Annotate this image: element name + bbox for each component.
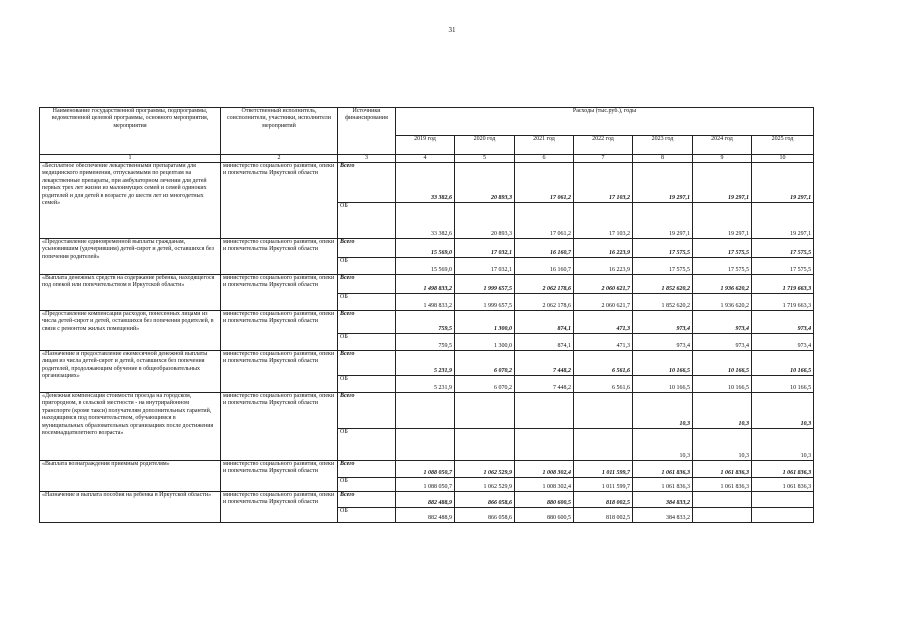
- value-ob: 866 058,6: [455, 508, 515, 523]
- value-total: 20 893,3: [455, 163, 515, 203]
- column-number: 1: [40, 155, 221, 163]
- executor: министерство социального развития, опеки и попечительства Иркутской области: [221, 275, 338, 311]
- value-ob: 15 569,0: [396, 258, 455, 275]
- table-row: [40, 461, 814, 478]
- value-total: 866 058,6: [455, 492, 515, 508]
- column-number: 4: [396, 155, 455, 163]
- header-name: Наименование государственной программы, подпрограммы, ведомственной целевой программы, основного мероприятия, мероприятия: [40, 108, 221, 155]
- table-row: [40, 239, 814, 258]
- value-ob: 10 166,5: [752, 376, 814, 393]
- value-ob: 10,3: [633, 429, 693, 461]
- value-ob: 2 062 178,6: [515, 294, 574, 311]
- column-number: 2: [221, 155, 338, 163]
- value-ob: 10 166,5: [693, 376, 752, 393]
- value-total: [396, 393, 455, 429]
- value-total: 17 575,5: [752, 239, 814, 258]
- value-ob: 20 893,3: [455, 203, 515, 239]
- value-total: 10,3: [752, 393, 814, 429]
- value-ob: 19 297,1: [633, 203, 693, 239]
- value-ob: 10,3: [693, 429, 752, 461]
- value-total: 6 561,6: [574, 351, 633, 376]
- value-total: 1 008 302,4: [515, 461, 574, 478]
- value-total: 2 060 621,7: [574, 275, 633, 294]
- value-ob: 10,3: [752, 429, 814, 461]
- table-row: [40, 163, 814, 203]
- value-ob: 818 002,5: [574, 508, 633, 523]
- value-ob: 759,5: [396, 334, 455, 351]
- value-ob: 16 223,9: [574, 258, 633, 275]
- source-total: Всего: [338, 492, 396, 508]
- value-total: 15 569,0: [396, 239, 455, 258]
- value-ob: 1 061 836,3: [752, 478, 814, 492]
- value-total: 16 223,9: [574, 239, 633, 258]
- value-ob: 5 231,9: [396, 376, 455, 393]
- value-total: 818 002,5: [574, 492, 633, 508]
- value-total: 1 852 620,2: [633, 275, 693, 294]
- table-row: [40, 351, 814, 376]
- source-ob: ОБ: [338, 258, 396, 275]
- value-ob: 973,4: [693, 334, 752, 351]
- value-ob: 17 103,2: [574, 203, 633, 239]
- value-total: 1 062 529,9: [455, 461, 515, 478]
- value-ob: 1 999 657,5: [455, 294, 515, 311]
- column-number: 3: [338, 155, 396, 163]
- value-ob: [752, 508, 814, 523]
- source-ob: ОБ: [338, 203, 396, 239]
- column-number: 6: [515, 155, 574, 163]
- column-number: 9: [693, 155, 752, 163]
- value-total: 1 061 836,3: [693, 461, 752, 478]
- value-total: 7 448,2: [515, 351, 574, 376]
- value-total: 33 382,6: [396, 163, 455, 203]
- source-total: Всего: [338, 351, 396, 376]
- value-ob: 384 833,2: [633, 508, 693, 523]
- source-total: Всего: [338, 311, 396, 334]
- value-ob: 17 575,5: [693, 258, 752, 275]
- value-ob: 874,1: [515, 334, 574, 351]
- value-total: 1 061 836,3: [752, 461, 814, 478]
- value-total: 17 575,5: [633, 239, 693, 258]
- header-year: 2022 год: [574, 136, 633, 155]
- value-total: 2 062 178,6: [515, 275, 574, 294]
- executor: министерство социального развития, опеки и попечительства Иркутской области: [221, 461, 338, 492]
- value-total: 16 160,7: [515, 239, 574, 258]
- value-total: 10 166,5: [752, 351, 814, 376]
- value-total: [693, 492, 752, 508]
- activity-name: «Назначение и предоставление ежемесячной денежной выплаты лицам из числа детей-сирот и детей, оставшихся без попечения родителей, продолжающим обучение в общеобразовательных организациях»: [40, 351, 221, 393]
- value-total: 6 070,2: [455, 351, 515, 376]
- executor: министерство социального развития, опеки и попечительства Иркутской области: [221, 492, 338, 523]
- value-total: 10 166,5: [633, 351, 693, 376]
- source-ob: ОБ: [338, 478, 396, 492]
- value-total: 973,4: [752, 311, 814, 334]
- activity-name: «Бесплатное обеспечение лекарственными препаратами для медицинского применения, отпускаемыми по рецептам на лекарственные препараты, при амбулаторном лечении для детей первых трех лет жизни из малоимущих семей и семей одиноких родителей и для детей в возрасте до шести лет из многодетных семей»: [40, 163, 221, 239]
- value-ob: 471,3: [574, 334, 633, 351]
- value-total: 17 103,2: [574, 163, 633, 203]
- value-ob: 1 498 833,2: [396, 294, 455, 311]
- value-ob: 1 300,0: [455, 334, 515, 351]
- value-ob: 17 061,2: [515, 203, 574, 239]
- value-total: 1 011 599,7: [574, 461, 633, 478]
- value-total: 759,5: [396, 311, 455, 334]
- executor: министерство социального развития, опеки и попечительства Иркутской области: [221, 311, 338, 351]
- value-ob: 17 032,1: [455, 258, 515, 275]
- value-total: 1 999 657,5: [455, 275, 515, 294]
- source-total: Всего: [338, 163, 396, 203]
- value-total: [455, 393, 515, 429]
- value-ob: 17 575,5: [633, 258, 693, 275]
- header-year: 2024 год: [693, 136, 752, 155]
- table-row: [40, 275, 814, 294]
- value-total: 1 719 663,3: [752, 275, 814, 294]
- value-ob: 1 011 599,7: [574, 478, 633, 492]
- source-total: Всего: [338, 275, 396, 294]
- value-total: 874,1: [515, 311, 574, 334]
- header-executor: Ответственный исполнитель, соисполнители, участники, исполнители мероприятий: [221, 108, 338, 155]
- value-ob: 1 719 663,3: [752, 294, 814, 311]
- value-total: 17 061,2: [515, 163, 574, 203]
- value-ob: 1 062 529,9: [455, 478, 515, 492]
- executor: министерство социального развития, опеки и попечительства Иркутской области: [221, 393, 338, 461]
- value-ob: [455, 429, 515, 461]
- value-total: [752, 492, 814, 508]
- table-row: [40, 492, 814, 508]
- value-total: 1 300,0: [455, 311, 515, 334]
- value-ob: 1 852 620,2: [633, 294, 693, 311]
- value-ob: 880 600,5: [515, 508, 574, 523]
- header-source: Источники финансирования: [338, 108, 396, 155]
- header-year: 2023 год: [633, 136, 693, 155]
- source-total: Всего: [338, 461, 396, 478]
- value-ob: 973,4: [633, 334, 693, 351]
- value-total: 1 936 620,2: [693, 275, 752, 294]
- value-total: 17 032,1: [455, 239, 515, 258]
- value-total: 471,3: [574, 311, 633, 334]
- header-year: 2021 год: [515, 136, 574, 155]
- activity-name: «Выплата вознаграждения приемным родителям»: [40, 461, 221, 492]
- value-total: 973,4: [693, 311, 752, 334]
- source-ob: ОБ: [338, 429, 396, 461]
- value-total: 1 088 050,7: [396, 461, 455, 478]
- value-total: [515, 393, 574, 429]
- value-ob: 6 070,2: [455, 376, 515, 393]
- value-ob: 2 060 621,7: [574, 294, 633, 311]
- value-ob: 33 382,6: [396, 203, 455, 239]
- executor: министерство социального развития, опеки и попечительства Иркутской области: [221, 239, 338, 275]
- value-total: 19 297,1: [693, 163, 752, 203]
- value-ob: [693, 508, 752, 523]
- value-ob: 6 561,6: [574, 376, 633, 393]
- activity-name: «Предоставление единовременной выплаты гражданам, усыновившим (удочерившим) детей-сирот и детей, оставшихся без попечения родителей»: [40, 239, 221, 275]
- table-row: [40, 311, 814, 334]
- value-total: 880 600,5: [515, 492, 574, 508]
- source-total: Всего: [338, 239, 396, 258]
- column-number: 7: [574, 155, 633, 163]
- value-total: 10 166,5: [693, 351, 752, 376]
- activity-name: «Предоставление компенсации расходов, понесенных лицами из числа детей-сирот и детей, оставшихся без попечения родителей, в связи с ремонтом жилых помещений»: [40, 311, 221, 351]
- header-year: 2020 год: [455, 136, 515, 155]
- value-ob: [574, 429, 633, 461]
- executor: министерство социального развития, опеки и попечительства Иркутской области: [221, 163, 338, 239]
- column-number: 10: [752, 155, 814, 163]
- value-ob: 1 088 050,7: [396, 478, 455, 492]
- activity-name: «Назначение и выплата пособия на ребенка в Иркутской области»: [40, 492, 221, 523]
- value-ob: 973,4: [752, 334, 814, 351]
- source-ob: ОБ: [338, 294, 396, 311]
- value-total: 882 488,9: [396, 492, 455, 508]
- value-ob: 1 061 836,3: [633, 478, 693, 492]
- activity-name: «Выплата денежных средств на содержание ребенка, находящегося под опекой или попечительством в Иркутской области»: [40, 275, 221, 311]
- value-total: 5 231,9: [396, 351, 455, 376]
- value-total: 384 833,2: [633, 492, 693, 508]
- value-ob: 16 160,7: [515, 258, 574, 275]
- activity-name: «Денежная компенсация стоимости проезда на городском, пригородном, в сельской местности - на внутрирайонном транспорте (кроме такси) получателям дополнительных гарантий, находящимся под попечительством, обучающимся в муниципальных образовательных организациях после достижения восемнадцатилетнего возраста»: [40, 393, 221, 461]
- value-ob: [515, 429, 574, 461]
- value-ob: 7 448,2: [515, 376, 574, 393]
- source-ob: ОБ: [338, 376, 396, 393]
- source-ob: ОБ: [338, 334, 396, 351]
- column-number: 5: [455, 155, 515, 163]
- source-ob: ОБ: [338, 508, 396, 523]
- value-total: 19 297,1: [752, 163, 814, 203]
- value-ob: 19 297,1: [752, 203, 814, 239]
- value-total: 19 297,1: [633, 163, 693, 203]
- value-ob: 17 575,5: [752, 258, 814, 275]
- value-ob: 19 297,1: [693, 203, 752, 239]
- value-ob: 10 166,5: [633, 376, 693, 393]
- value-total: 973,4: [633, 311, 693, 334]
- header-expenses: Расходы (тыс.руб.), годы: [396, 108, 814, 136]
- budget-table: [39, 107, 814, 523]
- column-number: 8: [633, 155, 693, 163]
- value-total: [574, 393, 633, 429]
- source-total: Всего: [338, 393, 396, 429]
- value-ob: 1 061 836,3: [693, 478, 752, 492]
- value-ob: 1 008 302,4: [515, 478, 574, 492]
- value-total: 17 575,5: [693, 239, 752, 258]
- value-ob: 882 488,9: [396, 508, 455, 523]
- executor: министерство социального развития, опеки и попечительства Иркутской области: [221, 351, 338, 393]
- header-year: 2019 год: [396, 136, 455, 155]
- value-ob: [396, 429, 455, 461]
- value-total: 10,3: [633, 393, 693, 429]
- value-total: 1 061 836,3: [633, 461, 693, 478]
- header-year: 2025 год: [752, 136, 814, 155]
- value-ob: 1 936 620,2: [693, 294, 752, 311]
- value-total: 1 498 833,2: [396, 275, 455, 294]
- page-number: 31: [448, 26, 456, 34]
- value-total: 10,3: [693, 393, 752, 429]
- table-row: [40, 393, 814, 429]
